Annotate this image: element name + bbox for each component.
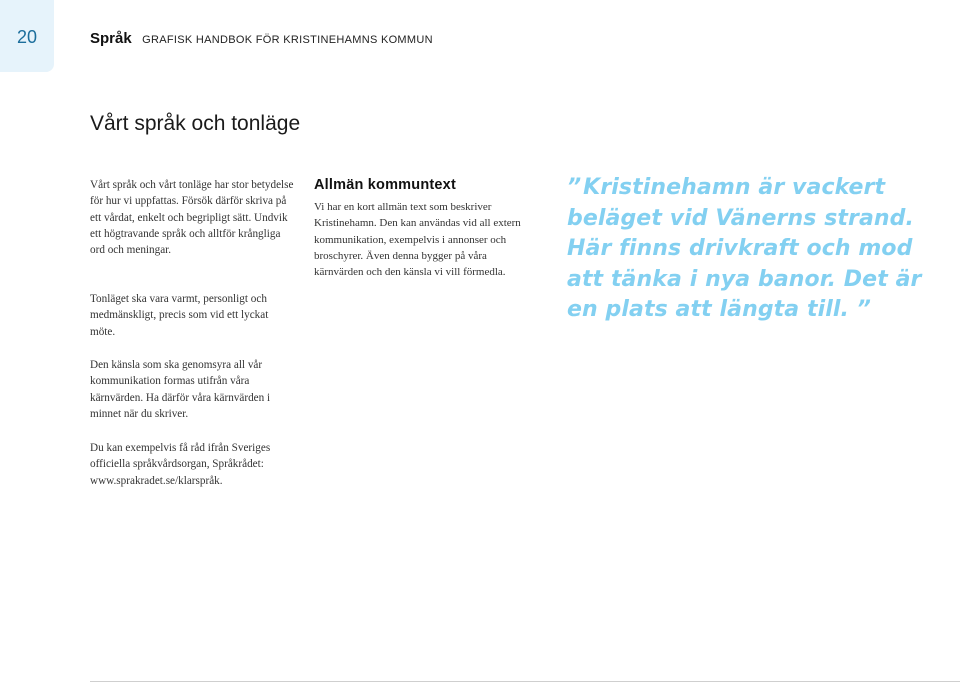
quote-text: Kristinehamn är vackert beläget vid Vänerns strand. Här finns drivkraft och mod att tänka i nya banor. Det är en plats att längta till. — [567, 175, 922, 322]
body-paragraph: Tonläget ska vara varmt, personligt och medmänskligt, precis som vid ett lyckat möte. — [90, 293, 269, 338]
sidebar-heading: Allmän kommuntext — [314, 177, 456, 193]
page-number: 20 — [16, 27, 38, 47]
close-quote-mark: ” — [856, 297, 869, 322]
body-paragraph: Du kan exempelvis få råd ifrån Sveriges officiella språkvårdsorgan, Språkrådet: www.sprakradet.se/klarspråk. — [90, 442, 271, 487]
header-subtitle: GRAFISK HANDBOK FÖR KRISTINEHAMNS KOMMUN — [142, 34, 433, 46]
footer-divider — [90, 681, 960, 682]
sidebar-body: Vi har en kort allmän text som beskriver Kristinehamn. Den kan användas vid all extern kommunikation, exempelvis i annonser och broschyrer. Även denna bygger på våra kärnvärden och den känsla vi vill förmedla. — [314, 201, 521, 279]
header-section-title: Språk — [90, 30, 132, 47]
open-quote-mark: ” — [567, 175, 580, 200]
body-paragraph: Vårt språk och vårt tonläge har stor betydelse för hur vi uppfattas. Försök därför skriva på ett vårdat, enkelt och begripligt sätt. Undvik ett högtravande språk och alltför krångliga ord och meningar. — [90, 179, 294, 257]
page-title: Vårt språk och tonläge — [90, 112, 301, 135]
pull-quote — [567, 173, 927, 326]
body-paragraph: Den känsla som ska genomsyra all vår kommunikation formas utifrån våra kärnvärden. Ha därför våra kärnvärden i minnet när du skriver. — [90, 359, 271, 420]
running-header — [90, 30, 433, 48]
sidebar-text-box — [314, 177, 534, 280]
